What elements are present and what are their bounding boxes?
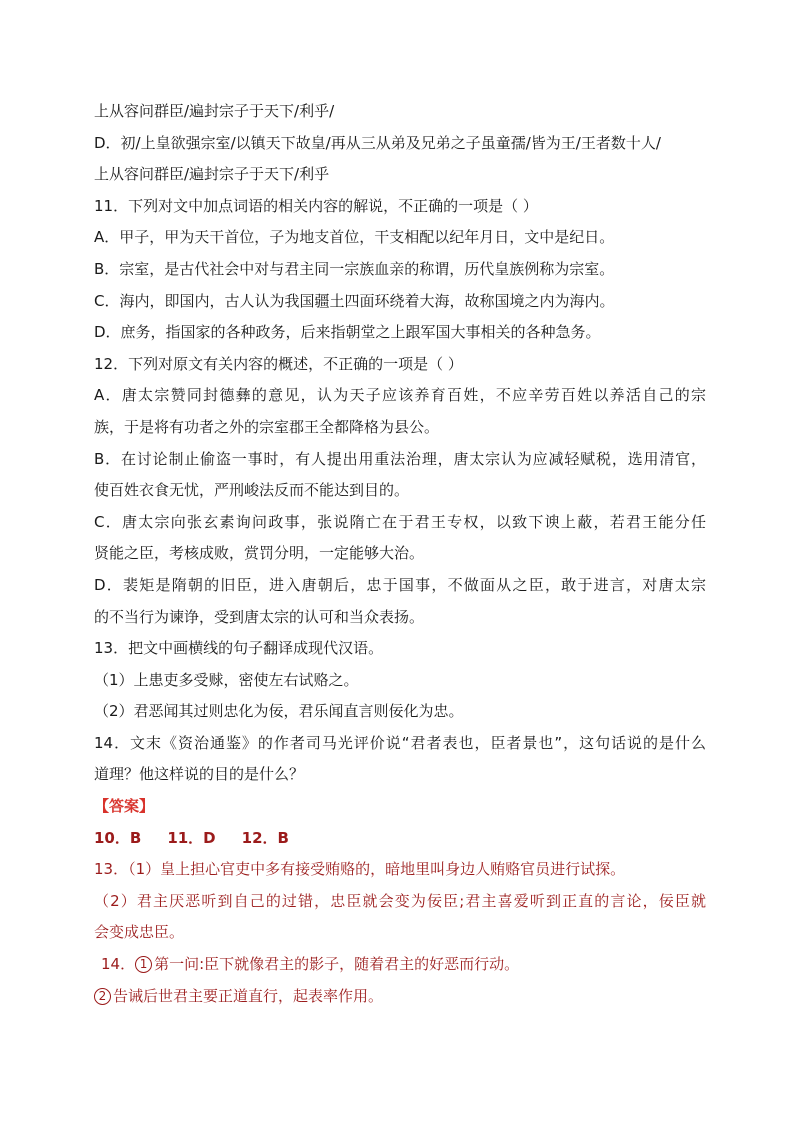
answer-multiple-choice [94,823,706,855]
question-12: 12．下列对原文有关内容的概述，不正确的一项是（ ） [94,354,463,373]
question-14-line2: 道理？他这样说的目的是什么？ [94,765,305,784]
circled-number-2-icon: 2 [94,988,111,1005]
circled-number-1-icon: 1 [135,956,152,973]
answer-14-part2 [94,981,706,1013]
option-d-line1: D．初/上皇欲强宗室/以镇天下故皇/再从三从弟及兄弟之子虽童孺/皆为王/王者数十人/ [94,133,661,152]
answer-13-part2-line1: （2）君主厌恶听到自己的过错，忠臣就会变为佞臣;君主喜爱听到正直的言论，佞臣就 [94,891,706,910]
answer-12: 12．B [241,828,289,847]
question-11-option-a: A．甲子，甲为天干首位，子为地支首位，干支相配以纪年月日，文中是纪日。 [94,228,615,247]
document-page [94,96,706,1012]
answer-14-part1 [94,949,706,981]
question-12-option-d-line2: 的不当行为谏诤，受到唐太宗的认可和当众表扬。 [94,607,425,626]
question-12-option-c-line1: C．唐太宗向张玄素询问政事，张说隋亡在于君王专权，以致下谀上蔽，若君王能分任 [94,512,706,531]
question-12-option-d-line1: D．裴矩是隋朝的旧臣，进入唐朝后，忠于国事，不做面从之臣，敢于进言，对唐太宗 [94,575,706,594]
answer-13-part2-line2: 会变成忠臣。 [94,923,185,942]
question-11-option-b: B．宗室，是古代社会中对与君主同一宗族血亲的称谓，历代皇族例称为宗室。 [94,259,615,278]
question-11-option-c: C．海内，即国内，古人认为我国疆土四面环绕着大海，故称国境之内为海内。 [94,291,615,310]
answer-14-part2-text: 告诫后世君主要正道直行，起表率作用。 [113,986,384,1005]
question-12-option-b-line2: 使百姓衣食无忧，严刑峻法反而不能达到目的。 [94,481,410,500]
answer-11: 11．D [167,828,216,847]
answer-10: 10．B [94,828,142,847]
question-13: 13．把文中画横线的句子翻译成现代汉语。 [94,639,384,658]
answer-13-part1: 13．（1）皇上担心官吏中多有接受贿赂的，暗地里叫身边人贿赂官员进行试探。 [94,860,626,879]
answer-14-prefix: 14． [101,955,136,974]
option-d-line2: 上从容问群臣/遍封宗子于天下/利乎 [94,165,330,184]
question-12-option-a-line2: 族，于是将有功者之外的宗室郡王全都降格为县公。 [94,417,440,436]
answer-heading: 【答案】 [94,797,155,816]
option-c-continuation: 上从容问群臣/遍封宗子于天下/利乎/ [94,102,335,120]
question-11: 11．下列对文中加点词语的相关内容的解说，不正确的一项是（ ） [94,196,538,215]
question-13-part1: （1）上患吏多受赇，密使左右试赂之。 [94,670,359,689]
question-11-option-d: D．庶务，指国家的各种政务，后来指朝堂之上跟军国大事相关的各种急务。 [94,323,601,342]
question-12-option-c-line2: 贤能之臣，考核成败，赏罚分明，一定能够大治。 [94,544,425,563]
question-14-line1: 14．文末《资治通鉴》的作者司马光评价说“君者表也，臣者景也”，这句话说的是什么 [94,733,706,752]
question-12-option-b-line1: B．在讨论制止偷盗一事时，有人提出用重法治理，唐太宗认为应减轻赋税，选用清官， [94,449,706,468]
question-12-option-a-line1: A．唐太宗赞同封德彝的意见，认为天子应该养育百姓，不应辛劳百姓以养活自己的宗 [94,386,706,405]
question-13-part2: （2）君恶闻其过则忠化为佞，君乐闻直言则佞化为忠。 [94,702,464,721]
answer-14-part1-text: 第一问:臣下就像君主的影子，随着君主的好恶而行动。 [154,955,520,974]
